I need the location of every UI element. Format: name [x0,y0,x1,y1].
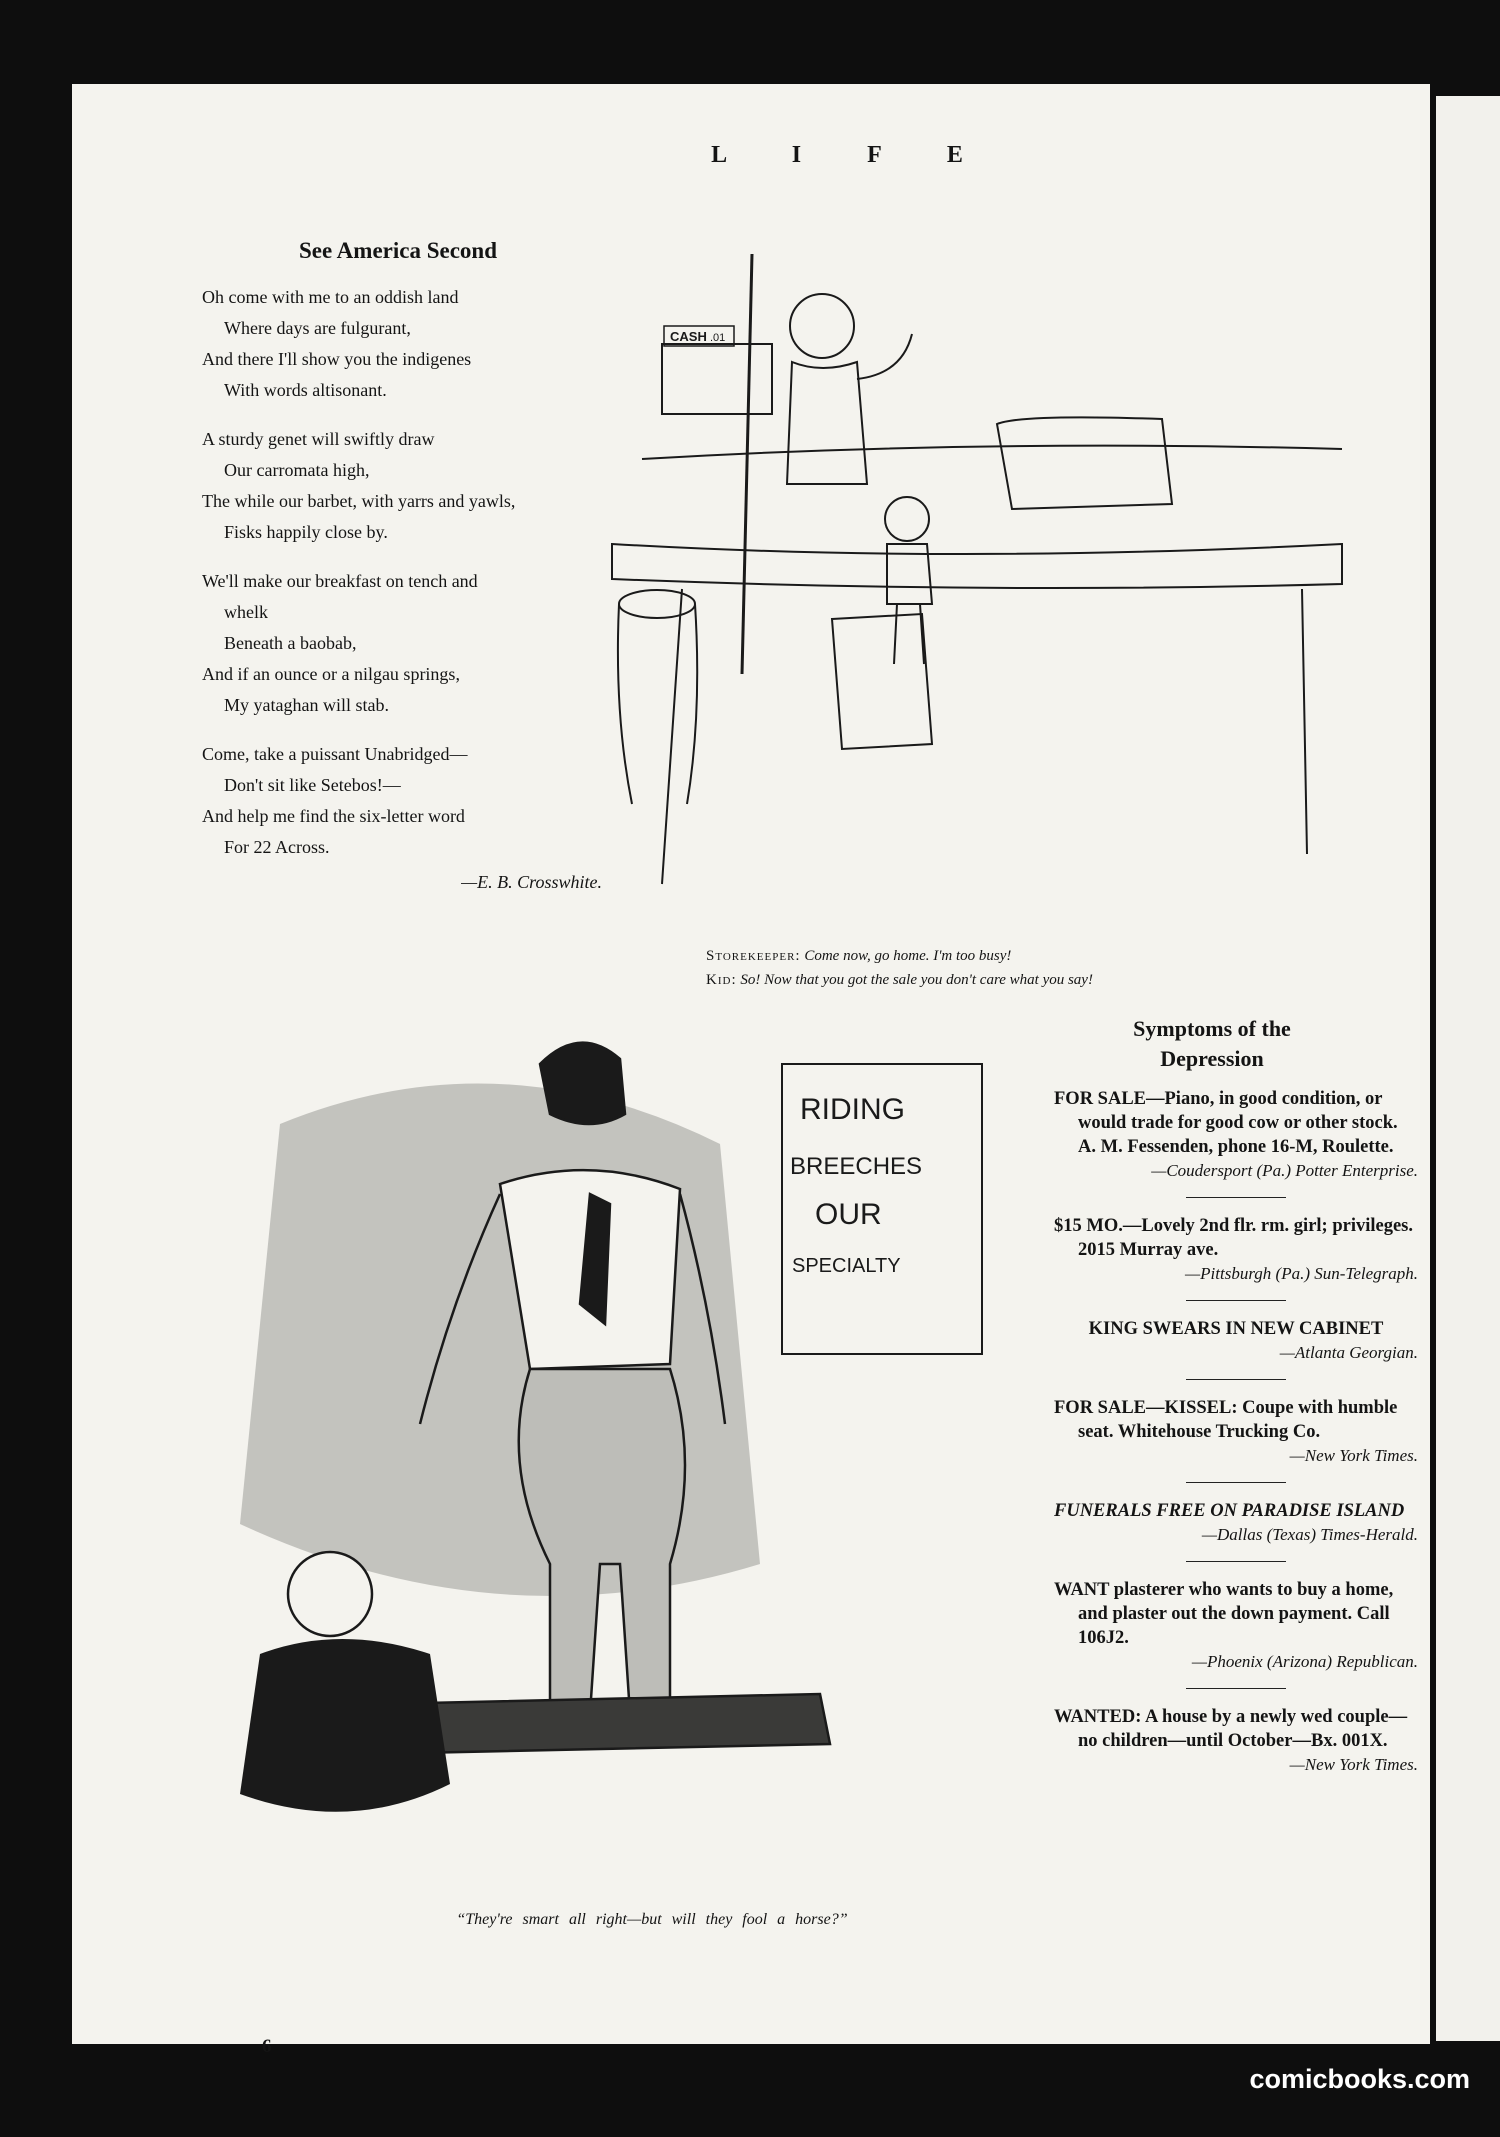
poem-line: And there I'll show you the indigenes [202,349,472,369]
masthead: L I F E [711,142,993,168]
poem-line: Don't sit like Setebos!— [224,775,401,795]
clipping-item [1054,1214,1418,1286]
register-label: CASH [670,329,707,344]
storekeeper-apron [787,362,867,484]
counter-legs [662,589,1307,884]
store-cartoon [602,244,1382,909]
tailor-cartoon-caption: “They're smart all right—but will they fool a horse?” [456,1911,848,1928]
store-illustration [602,244,1382,909]
riding-breeches-sign [782,1064,982,1354]
clipping-text: FUNERALS FREE ON PARADISE ISLAND [1054,1501,1405,1521]
poem-line: And help me find the six-letter word [202,806,465,826]
poem [202,282,602,898]
storekeeper-line: Come now, go home. I'm too busy! [804,948,1012,964]
magazine-page [72,84,1430,2057]
background-shading [240,1084,760,1597]
poem-line: Come, take a puissant Unabridged— [202,744,468,764]
speaker-storekeeper: Storekeeper: [706,948,801,964]
poem-attribution: —E. B. Crosswhite. [461,872,602,892]
poem-stanza [202,424,602,548]
watermark: comicbooks.com [1249,2064,1470,2094]
symptoms-title: Symptoms of the Depression [1133,1016,1291,1071]
kid-head [885,497,929,541]
tailor-cartoon [200,1004,1020,1904]
clipping-item [1054,1705,1418,1777]
front-counter [612,544,1342,588]
poem-line: Where days are fulgurant, [224,318,411,338]
poem-line: A sturdy genet will swiftly draw [202,429,435,449]
poem-stanza [202,566,602,721]
tailor-illustration [200,1004,1020,1904]
store-cartoon-caption [706,944,1406,992]
store-pole [742,254,752,674]
sign-line: SPECIALTY [792,1255,901,1277]
clipping-source: —Dallas (Texas) Times-Herald. [1201,1525,1418,1544]
page-number: 6 [262,2036,272,2057]
symptoms-list [1054,1087,1418,1777]
poem-line: And if an ounce or a nilgau springs, [202,664,460,684]
speaker-kid: Kid: [706,972,737,988]
divider [1186,1300,1286,1301]
facing-page-edge [1436,96,1500,2041]
kid-line: So! Now that you got the sale you don't care what you say! [740,972,1093,988]
storekeeper-arm [857,334,912,379]
poem-line: whelk [224,602,268,622]
sign-line: BREECHES [790,1153,923,1180]
poem-line: We'll make our breakfast on tench and [202,571,478,591]
clipping-source: —New York Times. [1289,1755,1418,1774]
clipping-item [1054,1087,1418,1183]
poem-stanza [202,282,602,406]
poem-line: The while our barbet, with yarrs and yawls, [202,491,516,511]
poem-line: My yataghan will stab. [224,695,389,715]
clipping-source: —Phoenix (Arizona) Republican. [1191,1652,1418,1671]
clipping-text: FOR SALE—KISSEL: Coupe with humble seat. Whitehouse Trucking Co. [1054,1398,1398,1442]
kid-legs [894,604,924,664]
box-crate [832,614,932,749]
register-amount: .01 [710,332,726,344]
clipping-item [1054,1578,1418,1674]
poem-title: See America Second [298,238,497,263]
poem-line: Beneath a baobab, [224,633,357,653]
display-case [997,417,1172,509]
poem-line: Oh come with me to an oddish land [202,287,459,307]
clipping-item [1054,1317,1418,1365]
divider [1186,1197,1286,1198]
poem-line: Fisks happily close by. [224,522,388,542]
tailor-figure [240,1552,450,1812]
divider [1186,1688,1286,1689]
sign-line: RIDING [800,1093,905,1126]
divider [1186,1561,1286,1562]
clipping-text: WANTED: A house by a newly wed couple—no children—until October—Bx. 001X. [1054,1707,1408,1751]
poem-line: With words altisonant. [224,380,387,400]
clipping-text: $15 MO.—Lovely 2nd flr. rm. girl; privileges. 2015 Murray ave. [1054,1216,1413,1260]
clipping-source: —New York Times. [1289,1446,1418,1465]
divider [1186,1379,1286,1380]
clipping-text: FOR SALE—Piano, in good condition, or would trade for good cow or other stock. A. M. Fessenden, phone 16-M, Roulette. [1054,1089,1398,1157]
storekeeper-head [790,294,854,358]
poem-line: Our carromata high, [224,460,370,480]
poem-stanza [202,739,602,863]
barrel-top [619,590,695,618]
cash-register [662,326,772,414]
sign-line: OUR [815,1198,882,1231]
clipping-source: —Atlanta Georgian. [1279,1343,1418,1362]
clipping-text: WANT plasterer who wants to buy a home, and plaster out the down payment. Call 106J2. [1054,1580,1394,1648]
poem-line: For 22 Across. [224,837,330,857]
clipping-source: —Coudersport (Pa.) Potter Enterprise. [1151,1161,1418,1180]
clipping-source: —Pittsburgh (Pa.) Sun-Telegraph. [1185,1264,1418,1283]
clipping-text: KING SWEARS IN NEW CABINET [1088,1319,1384,1339]
barrel [618,604,697,804]
clipping-item [1054,1396,1418,1468]
divider [1186,1482,1286,1483]
clipping-item [1054,1499,1418,1547]
